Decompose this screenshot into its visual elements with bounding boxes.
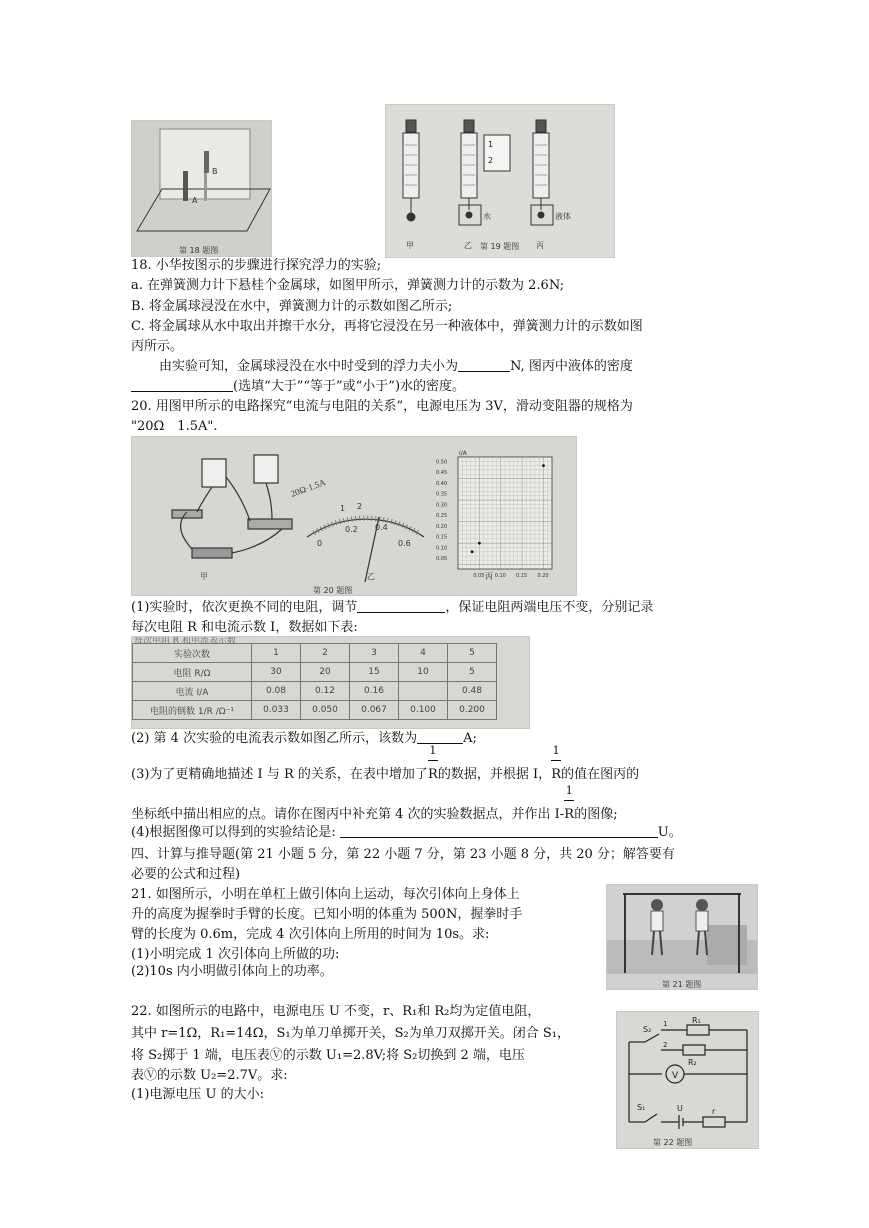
fraction-1-over-r bbox=[427, 744, 438, 785]
q21-line-3: 臂的长度为 0.6m，完成 4 次引体向上所用的时间为 10s。求: bbox=[131, 927, 490, 942]
figure-20-photo bbox=[131, 436, 577, 596]
table-cell: 1 bbox=[252, 644, 301, 663]
fig18-label-b: B bbox=[212, 167, 218, 176]
ammeter-small-tick-2: 2 bbox=[357, 502, 363, 511]
fraction-bar bbox=[564, 800, 574, 801]
q18-line-4: C. 将金属球从水中取出并擦干水分，再将它浸没在另一种液体中，弹簧测力计的示数如图 bbox=[131, 319, 643, 334]
fraction-bar bbox=[428, 760, 438, 761]
fraction-bar bbox=[551, 760, 561, 761]
q18-line-3: B. 将金属球浸没在水中，弹簧测力计的示数如图乙所示; bbox=[131, 299, 453, 314]
fraction-denominator: R bbox=[551, 767, 562, 782]
figure-18-caption: 第 18 题图 bbox=[179, 246, 219, 255]
fraction-numerator: 1 bbox=[552, 744, 560, 757]
graph-data-point bbox=[471, 550, 474, 553]
fig19-label-bing: 丙 bbox=[536, 241, 544, 250]
graph-bing bbox=[436, 457, 552, 579]
graph-x-tick: 0.15 bbox=[516, 573, 528, 579]
figure-18-drawing bbox=[132, 121, 272, 257]
graph-x-tick: 0.20 bbox=[537, 573, 549, 579]
q20-part4-line bbox=[131, 823, 682, 843]
fraction-denominator: R bbox=[564, 807, 575, 822]
fraction-numerator: 1 bbox=[565, 784, 573, 797]
fraction-1-over-r bbox=[551, 744, 562, 785]
q20-line-1: 20. 用图甲所示的电路探究“电流与电阻的关系”，电源电压为 3V，滑动变阻器的规格为 bbox=[131, 399, 633, 414]
graph-y-tick: 0.45 bbox=[436, 470, 448, 477]
table-cell: 0.067 bbox=[350, 701, 399, 720]
q18-line-6-b: N, 图丙中液体的密度 bbox=[510, 359, 633, 374]
table-cell: 电阻的倒数 1/R /Ω⁻¹ bbox=[133, 701, 252, 720]
fig19-label-water: 水 bbox=[483, 212, 491, 221]
figure-20-caption: 第 20 题图 bbox=[313, 586, 353, 595]
figure-18-photo bbox=[131, 120, 272, 257]
fig22-label-terminal-1: 1 bbox=[663, 1020, 668, 1028]
fig19-scale-1: 1 bbox=[488, 140, 494, 149]
fig22-label-r2: R₂ bbox=[688, 1058, 697, 1067]
table-cell: 4 bbox=[399, 644, 448, 663]
figure-21-photo bbox=[606, 884, 758, 990]
graph-x-tick: 0.05 bbox=[473, 573, 485, 579]
q21-line-2: 升的高度为握拳时手臂的长度。已知小明的体重为 500N，握拳时手 bbox=[131, 907, 523, 922]
q20-part4-b: U。 bbox=[657, 825, 682, 840]
table-row bbox=[133, 663, 497, 682]
table-cell: 0.12 bbox=[301, 682, 350, 701]
q18-line-6-a: 由实验可知，金属球浸没在水中时受到的浮力夫小为 bbox=[159, 359, 459, 374]
graph-y-tick: 0.50 bbox=[436, 459, 448, 466]
graph-y-label: I/A bbox=[459, 450, 467, 457]
figure-19-photo bbox=[385, 104, 615, 258]
q22-line-1: 22. 如图所示的电路中，电源电压 U 不变，r、R₁和 R₂均为定值电阻， bbox=[131, 1004, 541, 1019]
fig20-label-jia: 甲 bbox=[200, 572, 208, 581]
q22-line-5: (1)电源电压 U 的大小: bbox=[131, 1087, 265, 1102]
q20-part1-a: (1)实验时，依次更换不同的电阻，调节 bbox=[131, 600, 358, 615]
table-cell: 30 bbox=[252, 663, 301, 682]
graph-y-tick: 0.15 bbox=[436, 534, 448, 541]
q21-line-5: (2)10s 内小明做引体向上的功率。 bbox=[131, 964, 333, 979]
q18-line-5: 丙所示。 bbox=[131, 339, 184, 354]
fig22-label-terminal-2: 2 bbox=[663, 1041, 668, 1049]
table-cut-header: 每次电阻 R 和电流表示数 bbox=[134, 636, 236, 646]
q20-part3-b: 的数据，并根据 I， bbox=[437, 767, 552, 782]
section-4-line-1: 四、计算与推导题(第 21 小题 5 分，第 22 小题 7 分，第 23 小题 8 分，共 20 分；解答要有 bbox=[131, 847, 675, 862]
table-cell: 2 bbox=[301, 644, 350, 663]
fig18-label-a: A bbox=[192, 196, 198, 205]
section-4-line-2: 必要的公式和过程) bbox=[131, 867, 241, 882]
table-cell: 0.48 bbox=[448, 682, 497, 701]
q20-part3-line-2 bbox=[131, 784, 618, 825]
q18-line-7-text: (选填“大于”“等于”或“小于”)水的密度。 bbox=[233, 379, 466, 394]
q20-answer-blank-conclusion[interactable] bbox=[340, 824, 658, 838]
fraction-denominator: R bbox=[427, 767, 438, 782]
q18-line-7 bbox=[131, 377, 465, 397]
table-cell: 20 bbox=[301, 663, 350, 682]
data-table bbox=[132, 643, 497, 720]
graph-y-tick: 0.30 bbox=[436, 502, 448, 509]
table-cell: 15 bbox=[350, 663, 399, 682]
fig22-label-s1: S₁ bbox=[637, 1103, 646, 1112]
q20-part1-line bbox=[131, 598, 653, 618]
table-row bbox=[133, 701, 497, 720]
q20-part3-e: 的图像; bbox=[574, 807, 618, 822]
graph-data-point bbox=[542, 464, 545, 467]
graph-data-point bbox=[478, 542, 481, 545]
table-cell: 电阻 R/Ω bbox=[133, 663, 252, 682]
figure-20-drawing bbox=[132, 437, 577, 596]
ammeter-tick-0.2: 0.2 bbox=[345, 525, 358, 534]
graph-y-tick: 0.40 bbox=[436, 480, 448, 487]
table-cell: 0.16 bbox=[350, 682, 399, 701]
q18-line-1: 18. 小华按图示的步骤进行探究浮力的实验; bbox=[131, 258, 382, 273]
q22-line-3: 将 S₂掷于 1 端，电压表Ⓥ的示数 U₁=2.8V;将 S₂切换到 2 端，电压 bbox=[131, 1048, 525, 1063]
q20-part4-a: (4)根据图像可以得到的实验结论是: bbox=[131, 825, 336, 840]
q20-part3-line bbox=[131, 744, 640, 785]
fraction-numerator: 1 bbox=[429, 744, 437, 757]
graph-y-tick: 0.25 bbox=[436, 513, 448, 520]
table-cell: 3 bbox=[350, 644, 399, 663]
q18-line-6 bbox=[159, 357, 633, 377]
fig22-label-s2: S₂ bbox=[643, 1025, 652, 1034]
fig19-label-jia: 甲 bbox=[406, 241, 414, 250]
table-cell: 5 bbox=[448, 663, 497, 682]
q20-part2-line bbox=[131, 729, 477, 749]
fig19-label-yi: 乙 bbox=[464, 241, 472, 250]
fig19-label-liquid: 液体 bbox=[555, 212, 571, 221]
table-row bbox=[133, 682, 497, 701]
q21-line-1: 21. 如图所示，小明在单杠上做引体向上运动，每次引体向上身体上 bbox=[131, 887, 520, 902]
fig20-handwriting: 20Ω·1.5A bbox=[289, 477, 327, 499]
table-cell: 10 bbox=[399, 663, 448, 682]
ammeter-tick-0.6: 0.6 bbox=[398, 539, 411, 548]
figure-22-drawing bbox=[617, 1012, 759, 1149]
q20-line-2: "20Ω 1.5A". bbox=[131, 419, 218, 434]
ammeter-tick-0.4: 0.4 bbox=[375, 523, 388, 532]
table-row-header bbox=[133, 644, 497, 663]
q20-answer-blank-adjust[interactable] bbox=[357, 599, 445, 613]
fraction-1-over-r bbox=[564, 784, 575, 825]
figure-22-photo bbox=[616, 1011, 759, 1149]
graph-y-tick: 0.35 bbox=[436, 491, 448, 498]
graph-y-tick: 0.20 bbox=[436, 523, 448, 530]
q20-part3-d: 坐标纸中描出相应的点。请你在图丙中补充第 4 次的实验数据点，并作出 I- bbox=[131, 807, 565, 822]
q18-answer-blank-density[interactable] bbox=[131, 378, 233, 392]
ammeter-small-tick-1: 1 bbox=[340, 504, 346, 513]
fig20-label-yi: 乙 bbox=[367, 572, 375, 581]
q20-answer-blank-current[interactable] bbox=[417, 730, 463, 744]
fig19-scale-2: 2 bbox=[488, 156, 494, 165]
fig22-label-v: V bbox=[672, 1071, 679, 1081]
table-cell: 电流 I/A bbox=[133, 682, 252, 701]
fig22-label-r1: R₁ bbox=[692, 1016, 701, 1025]
table-cell-empty[interactable] bbox=[399, 682, 448, 701]
q20-part2-a: (2) 第 4 次实验的电流表示数如图乙所示，该数为 bbox=[131, 731, 418, 746]
ammeter-tick-0: 0 bbox=[317, 539, 323, 548]
fig22-label-r: r bbox=[712, 1107, 716, 1116]
q20-part2-b: A; bbox=[463, 731, 477, 746]
figure-22-caption: 第 22 题图 bbox=[653, 1138, 693, 1147]
q20-part1-b: ，保证电阻两端电压不变，分别记录 bbox=[445, 600, 654, 615]
graph-y-tick: 0.05 bbox=[436, 556, 448, 563]
figure-19-drawing bbox=[386, 105, 615, 258]
q18-answer-blank-buoyancy[interactable] bbox=[458, 358, 510, 372]
figure-21-caption: 第 21 题图 bbox=[662, 980, 702, 989]
data-table-photo bbox=[131, 636, 530, 729]
table-cell: 0.033 bbox=[252, 701, 301, 720]
table-cell: 0.08 bbox=[252, 682, 301, 701]
figure-21-drawing bbox=[607, 885, 758, 990]
fig22-label-u: U bbox=[677, 1104, 683, 1113]
fig20-label-bing: 丙 bbox=[485, 572, 493, 581]
figure-19-caption: 第 19 题图 bbox=[480, 242, 520, 251]
table-cell: 0.100 bbox=[399, 701, 448, 720]
q22-line-4: 表Ⓥ的示数 U₂=2.7V。求: bbox=[131, 1068, 288, 1083]
table-cell: 实验次数 bbox=[133, 644, 252, 663]
q18-line-2: a. 在弹簧测力计下悬桂个金属球，如图甲所示，弹簧测力计的示数为 2.6N; bbox=[131, 278, 565, 293]
q21-line-4: (1)小明完成 1 次引体向上所做的功: bbox=[131, 947, 340, 962]
table-cell: 0.200 bbox=[448, 701, 497, 720]
graph-x-tick: 0.10 bbox=[494, 573, 506, 579]
q20-part3-c: 的值在图丙的 bbox=[561, 767, 640, 782]
table-cell: 5 bbox=[448, 644, 497, 663]
q20-part3-a: (3)为了更精确地描述 I 与 R 的关系，在表中增加了 bbox=[131, 767, 428, 782]
q20-part1-line-2: 每次电阻 R 和电流示数 I，数据如下表: bbox=[131, 620, 358, 635]
q22-line-2: 其中 r=1Ω，R₁=14Ω，S₁为单刀单掷开关，S₂为单刀双掷开关。闭合 S₁， bbox=[131, 1026, 570, 1041]
graph-y-tick: 0.10 bbox=[436, 545, 448, 552]
table-cell: 0.050 bbox=[301, 701, 350, 720]
